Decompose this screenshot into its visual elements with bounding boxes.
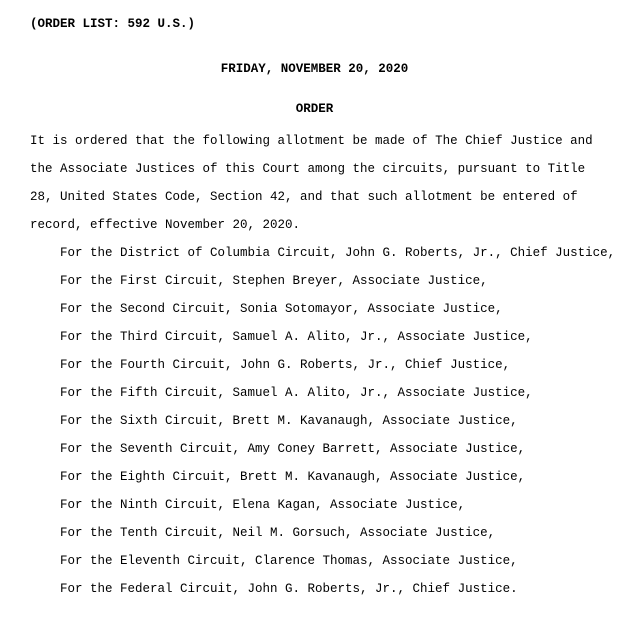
order-body-line: It is ordered that the following allotment be made of The Chief Justice and	[30, 134, 593, 148]
allotment-line: For the Tenth Circuit, Neil M. Gorsuch, Associate Justice,	[60, 526, 496, 540]
allotment-line: For the Eighth Circuit, Brett M. Kavanaugh, Associate Justice,	[60, 470, 526, 484]
allotment-list	[30, 239, 616, 603]
order-body-line: record, effective November 20, 2020.	[30, 218, 301, 232]
order-body-line: 28, United States Code, Section 42, and that such allotment be entered of	[30, 190, 578, 204]
allotment-line: For the First Circuit, Stephen Breyer, Associate Justice,	[60, 274, 488, 288]
order-list-label: (ORDER LIST: 592 U.S.)	[30, 17, 196, 31]
allotment-line: For the Seventh Circuit, Amy Coney Barrett, Associate Justice,	[60, 442, 526, 456]
allotment-line: For the Ninth Circuit, Elena Kagan, Associate Justice,	[60, 498, 466, 512]
allotment-line: For the Federal Circuit, John G. Roberts, Jr., Chief Justice.	[60, 582, 518, 596]
allotment-line: For the District of Columbia Circuit, John G. Roberts, Jr., Chief Justice,	[60, 246, 616, 260]
allotment-line: For the Fifth Circuit, Samuel A. Alito, Jr., Associate Justice,	[60, 386, 533, 400]
date-heading: FRIDAY, NOVEMBER 20, 2020	[220, 62, 409, 76]
order-heading: ORDER	[295, 102, 334, 116]
allotment-line: For the Fourth Circuit, John G. Roberts, Jr., Chief Justice,	[60, 358, 511, 372]
allotment-line: For the Sixth Circuit, Brett M. Kavanaugh, Associate Justice,	[60, 414, 518, 428]
allotment-line: For the Eleventh Circuit, Clarence Thomas, Associate Justice,	[60, 554, 518, 568]
allotment-line: For the Third Circuit, Samuel A. Alito, Jr., Associate Justice,	[60, 330, 533, 344]
order-body-line: the Associate Justices of this Court among the circuits, pursuant to Title	[30, 162, 586, 176]
order-body-paragraph	[30, 127, 599, 239]
allotment-line: For the Second Circuit, Sonia Sotomayor, Associate Justice,	[60, 302, 503, 316]
